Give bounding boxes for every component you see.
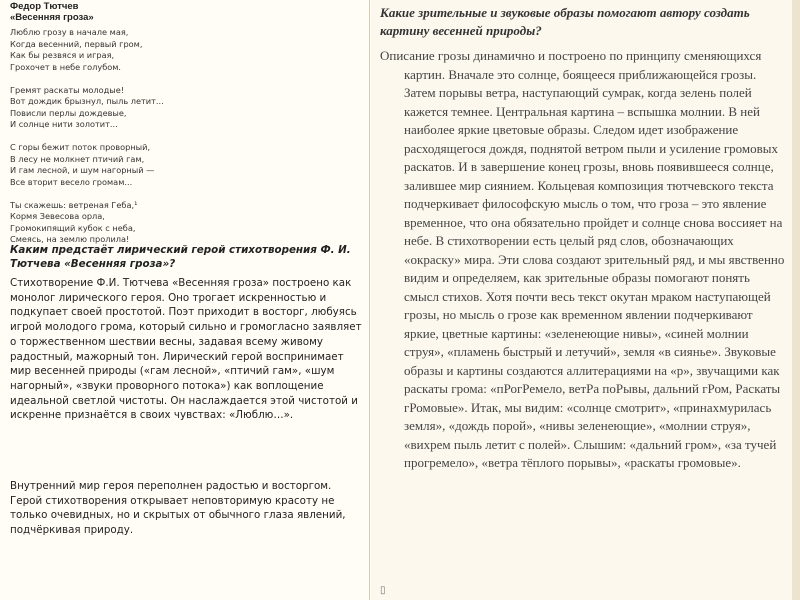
left-question: Каким предстаёт лирический герой стихотворения Ф. И. Тютчева «Весенняя гроза»? <box>10 244 351 270</box>
poem-title: «Весенняя гроза» <box>10 12 94 23</box>
poem-line: Все вторит весело громам... <box>10 176 133 187</box>
left-answer-paragraph-2: Внутренний мир героя переполнен радостью и восторгом. Герой стихотворения открывает неповторимую красоту не только очевидных, но и скрытых от обычного глаза явлений, подчёркивая природу. <box>10 480 346 537</box>
poem-stanza <box>10 200 360 246</box>
right-question: Какие зрительные и звуковые образы помогают автору создать картину весенней природы? <box>380 5 750 38</box>
poem-line: Вот дождик брызнул, пыль летит... <box>10 96 164 106</box>
poem-text <box>10 27 360 257</box>
poem-header <box>10 1 94 23</box>
poem-line: Смеясь, на землю пролила! <box>10 234 130 244</box>
poem-stanza <box>10 85 360 131</box>
poem-stanza <box>10 142 360 188</box>
poem-line: Повисли перлы дождевые, <box>10 107 127 118</box>
bottom-mark-icon: ▯ <box>380 585 386 596</box>
column-divider <box>369 0 370 600</box>
poem-line: Когда весенний, первый гром, <box>10 38 143 49</box>
poem-author: Федор Тютчев <box>10 1 79 12</box>
poem-line: И солнце нити золотит... <box>10 119 118 129</box>
poem-line: Ты скажешь: ветреная Геба,¹ <box>10 199 138 210</box>
right-edge-shade <box>792 0 800 600</box>
poem-line: Кормя Зевесова орла, <box>10 211 105 221</box>
poem-line: Гремят раскаты молодые! <box>10 84 125 95</box>
right-panel <box>371 0 800 600</box>
poem-line: Громокипящий кубок с неба, <box>10 222 136 233</box>
poem-line: Как бы резвяся и играя, <box>10 50 115 60</box>
poem-line: С горы бежит поток проворный, <box>10 142 151 152</box>
poem-line: В лесу не молкнет птичий гам, <box>10 153 145 164</box>
poem-stanza <box>10 27 360 73</box>
poem-line: Люблю грозу в начале мая, <box>10 27 129 37</box>
right-answer-paragraph: Описание грозы динамично и построено по принципу сменяющихся картин. Вначале это солнце, боящееся приближающейся грозы. Затем порывы ветра, наступающий сумрак, когда зелень полей кажется темнее. Центральная картина – вспышка молнии. В ней наиболее яркие цветовые образы. Следом идет изображение расходящегося дождя, поднятой ветром пыли и усиление громовых раскатов. И в завершение конец грозы, вновь появившееся солнце, залившее мир сиянием. Кольцевая композиция тютчевского текста подчеркивает философскую мысль о том, что гроза – это явление временное, что она обязательно пройдет и солнце снова воссияет на небе. В стихотворении есть целый ряд слов, обозначающих «окраску» мира. Эти слова создают зрительный ряд, и мы явственно видим и определяем, как зрительные образы помогают понять смысл стихов. Хотя почти весь текст окутан мраком наступающей грозы, но мысль о грозе как временном явлении подчеркивают яркие, цветные картины: «зеленеющие нивы», «синей молнии струя», «пламень быстрый и летучий», земля «в сиянье». Звуковые образы и картины создаются аллитерациями на «р», звучащими как раскаты грома: «пРогРемело, ветРа поРывы, дальний гРом, Раскаты гРомовые». Итак, мы видим: «солнце смотрит», «принахмурилась земля», «дождь порой», «нивы зеленеющие», «молнии струя», «вихрем пыль летит с полей». Слышим: «дальний гром», «за тучей прогремело», «ветра тёплого порывы», «раскаты громовые». <box>380 48 785 470</box>
left-answer-paragraph-1: Стихотворение Ф.И. Тютчева «Весенняя гроза» построено как монолог лирического героя. Оно трогает искренностью и подкупает своей простотой. Поэт приходит в восторг, любуясь игрой молодого грома, который сильно и громогласно заявляет о торжественном шествии весны, задавая всему живому радостный, мажорный тон. Лирический герой воспринимает мир весенней природы («гам лесной», «птичий гам», «шум нагорный», «звуки проворного потока») как воплощение идеальной светлой чистоты. Он наслаждается этой чистотой и искренне признаётся в своих чувствах: «Люблю…». <box>10 277 362 422</box>
left-panel <box>0 0 368 600</box>
poem-line: И гам лесной, и шум нагорный — <box>10 165 155 175</box>
poem-line: Грохочет в небе голубом. <box>10 61 122 72</box>
